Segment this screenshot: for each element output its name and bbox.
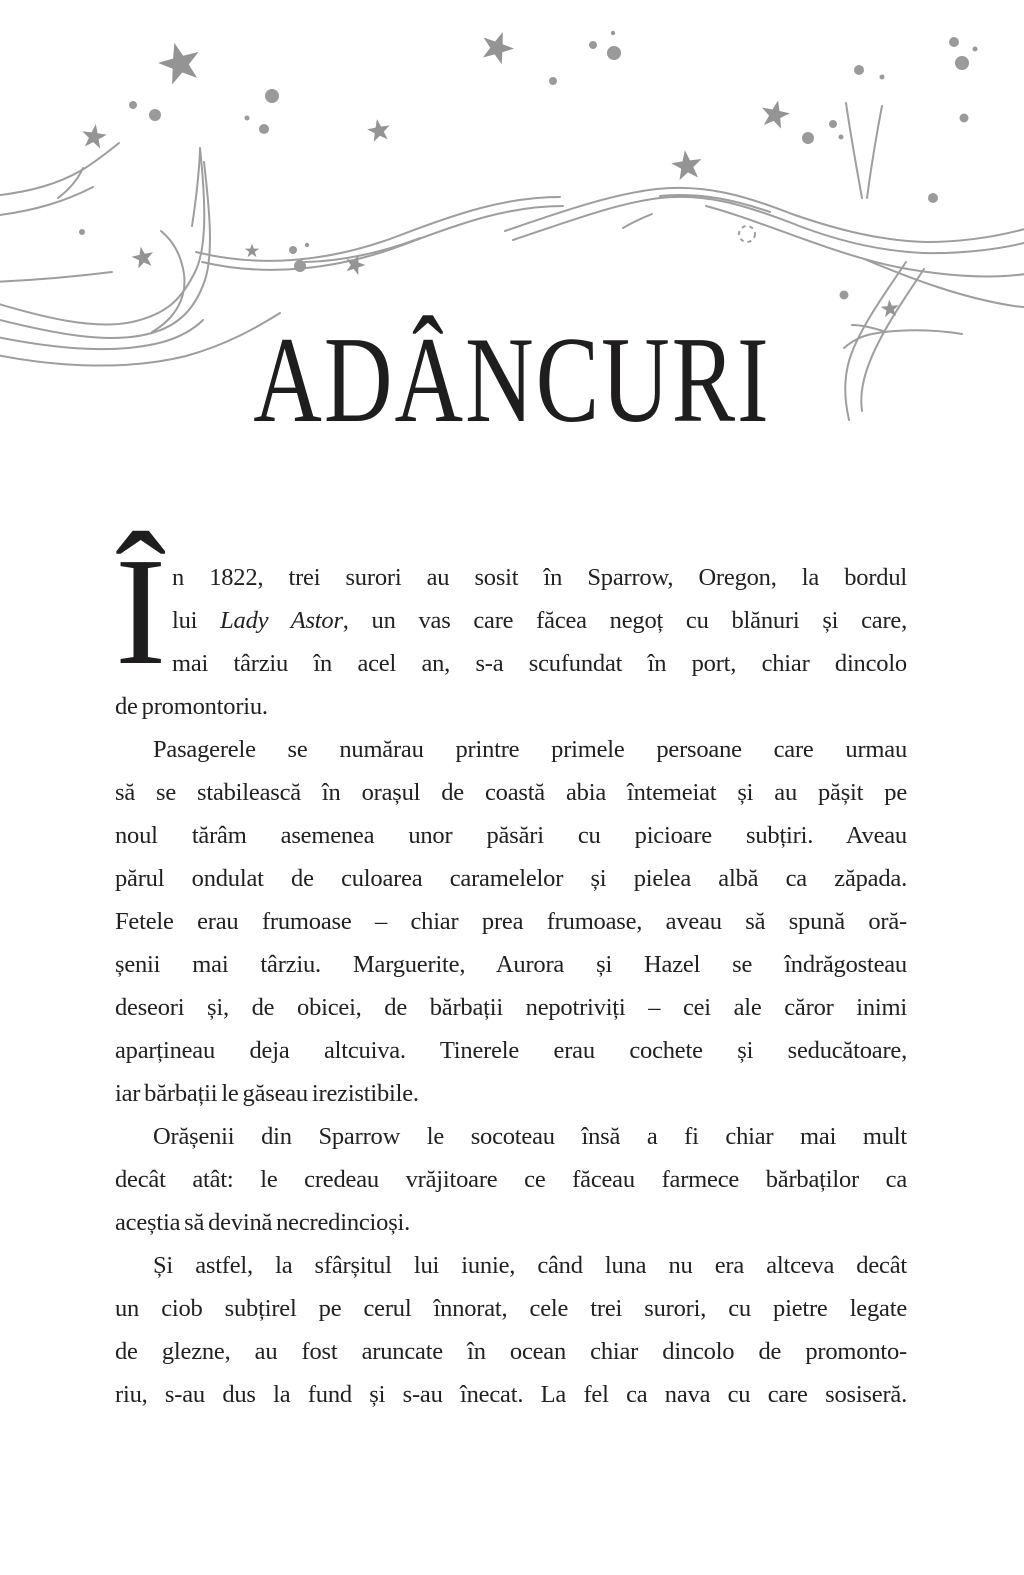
text-line: Orășenii din Sparrow le socoteau însă a fi chiar mai mult bbox=[153, 1123, 907, 1150]
text-line: noul tărâm asemenea unor păsări cu picioare subțiri. Aveau bbox=[115, 822, 907, 849]
text-line: riu, s-au dus la fund și s-au înecat. La fel ca nava cu care sosiseră. bbox=[115, 1381, 907, 1408]
text-line: să se stabilească în orașul de coastă abia întemeiat și au pășit pe bbox=[115, 779, 907, 806]
text-line: mai târziu în acel an, s-a scufundat în port, chiar dincolo bbox=[172, 650, 907, 677]
text-line: șenii mai târziu. Marguerite, Aurora și Hazel se îndrăgosteau bbox=[115, 951, 907, 978]
dashed-circle bbox=[739, 226, 755, 242]
dot-accents bbox=[79, 31, 978, 300]
body-text bbox=[115, 527, 907, 1416]
text-line: Și astfel, la sfârșitul lui iunie, când luna nu era altceva decât bbox=[153, 1252, 907, 1279]
text-line: deseori și, de obicei, de bărbații nepotriviți – cei ale căror inimi bbox=[115, 994, 907, 1021]
text-line: un ciob subțirel pe cerul înnorat, cele trei surori, cu pietre legate bbox=[115, 1295, 907, 1322]
text-line: n 1822, trei surori au sosit în Sparrow, Oregon, la bordul bbox=[172, 564, 907, 591]
text-line: părul ondulat de culoarea caramelelor și pielea albă ca zăpada. bbox=[115, 865, 907, 892]
text-line: de glezne, au fost aruncate în ocean chiar dincolo de promonto- bbox=[115, 1338, 907, 1365]
chapter-title: ADÂNCURI bbox=[253, 310, 771, 449]
text-line: Fetele erau frumoase – chiar prea frumoase, aveau să spună oră- bbox=[115, 908, 907, 935]
text-line: aceștia să devină necredincioși. bbox=[115, 1209, 411, 1236]
text-line: iar bărbații le găseau irezistibile. bbox=[115, 1080, 419, 1107]
drop-cap: Î bbox=[115, 527, 167, 697]
text-line: lui Lady Astor, un vas care făcea negoț cu blănuri și care, bbox=[172, 607, 907, 634]
text-line: Pasagerele se numărau printre primele persoane care urmau bbox=[153, 736, 907, 763]
text-line: de promontoriu. bbox=[115, 693, 268, 720]
body-text-lines bbox=[115, 556, 907, 1416]
text-line: aparțineau deja altcuiva. Tinerele erau cochete și seducătoare, bbox=[115, 1037, 907, 1064]
text-line: decât atât: le credeau vrăjitoare ce făceau farmece bărbaților ca bbox=[115, 1166, 907, 1193]
